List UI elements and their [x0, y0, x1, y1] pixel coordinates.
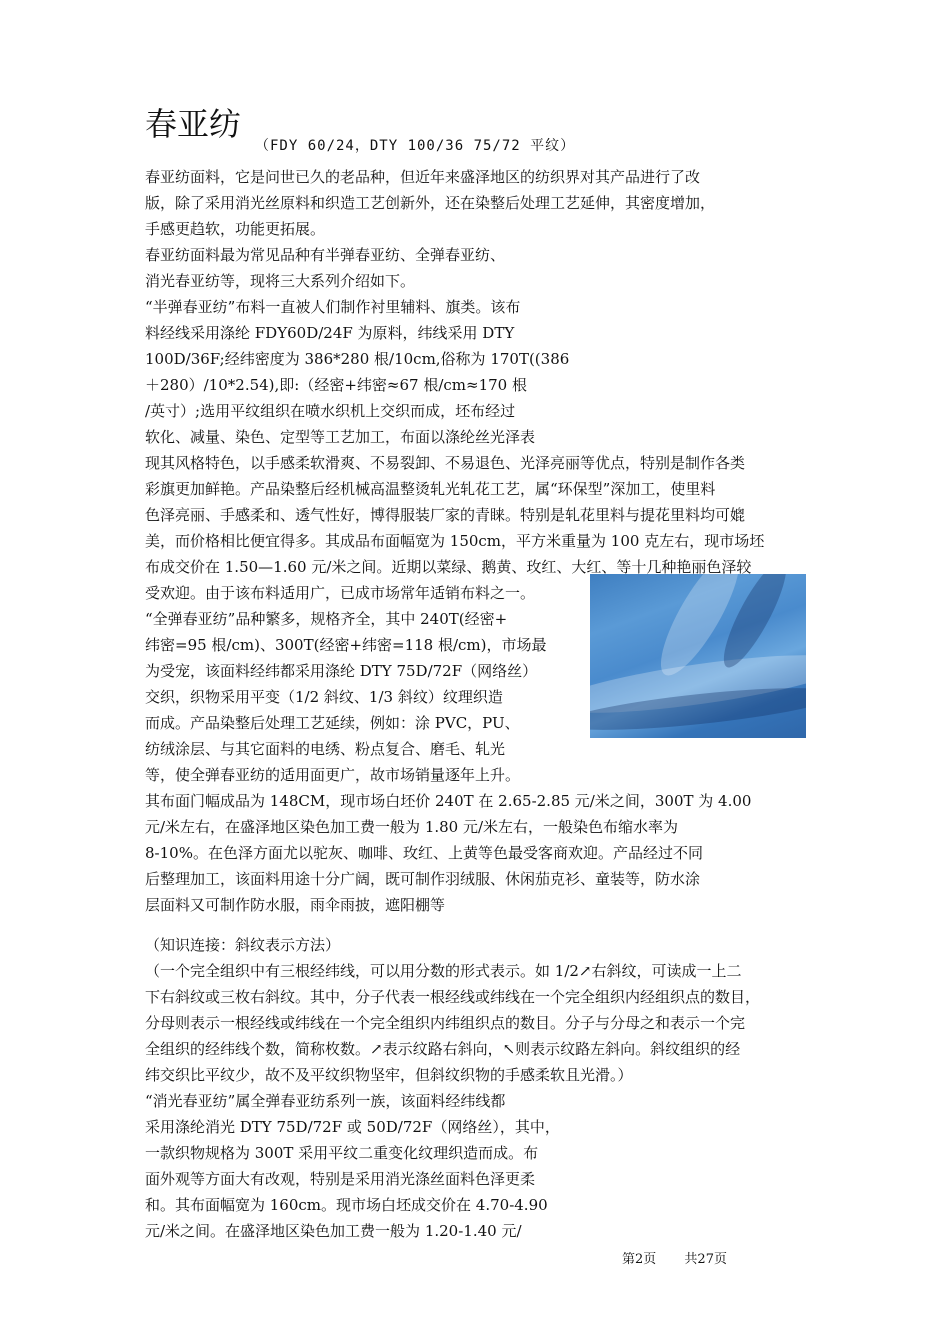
body-line: 纺绒涂层、与其它面料的电绣、粉点复合、磨毛、轧光 [145, 740, 506, 758]
body-line: 现其风格特色，以手感柔软滑爽、不易裂卸、不易退色、光泽亮丽等优点，特别是制作各类 [145, 454, 746, 472]
note-line: （一个完全组织中有三根经纬线，可以用分数的形式表示。如 1/2↗右斜纹，可读成一上二 [145, 962, 742, 980]
note-line: “消光春亚纺”属全弹春亚纺系列一族，该面料经纬线都 [145, 1092, 506, 1110]
body-line: 而成。产品染整后处理工艺延续，例如：涂 PVC，PU、 [145, 714, 520, 732]
body-line: 消光春亚纺等，现将三大系列介绍如下。 [145, 272, 416, 290]
page-subtitle: （FDY 60/24，DTY 100/36 75/72 平纹） [255, 138, 576, 154]
body-line: 后整理加工，该面料用途十分广阔，既可制作羽绒服、休闲茄克衫、童装等，防水涂 [145, 870, 701, 888]
body-line: 料经线采用涤纶 FDY60D/24F 为原料，纬线采用 DTY [145, 324, 515, 342]
body-line: 软化、减量、染色、定型等工艺加工，布面以涤纶丝光泽表 [145, 428, 536, 446]
note-line: 面外观等方面大有改观，特别是采用消光涤丝面料色泽更柔 [145, 1170, 536, 1188]
page-footer [622, 1248, 751, 1267]
body-line: 色泽亮丽、手感柔和、透气性好，博得服装厂家的青睐。特别是轧花里料与提花里料均可媲 [145, 506, 746, 524]
body-line: 其布面门幅成品为 148CM，现市场白坯价 240T 在 2.65-2.85 元/米之间，300T 为 4.00 [145, 792, 752, 810]
body-line: 手感更趋软，功能更拓展。 [145, 220, 326, 238]
body-line: 受欢迎。由于该布料适用广，已成市场常年适销布料之一。 [145, 584, 536, 602]
body-line: 8-10%。在色泽方面尤以驼灰、咖啡、玫红、上黄等色最受客商欢迎。产品经过不同 [145, 844, 703, 862]
page-title: 春亚纺 [145, 105, 242, 143]
body-line: 交织，织物采用平变（1/2 斜纹、1/3 斜纹）纹理织造 [145, 688, 503, 706]
note-line: 一款织物规格为 300T 采用平纹二重变化纹理织造而成。布 [145, 1144, 539, 1162]
body-line: “全弹春亚纺”品种繁多，规格齐全，其中 240T(经密+ [145, 610, 508, 628]
note-line: 纬交织比平纹少，故不及平纹织物坚牢，但斜纹织物的手感柔软且光滑。） [145, 1066, 633, 1084]
body-line: 纬密=95 根/cm)、300T(经密+纬密=118 根/cm)，市场最 [145, 636, 547, 654]
note-line: 元/米之间。在盛泽地区染色加工费一般为 1.20-1.40 元/ [145, 1222, 522, 1240]
body-line: ＋280）/10*2.54),即:（经密+纬密≈67 根/cm≈170 根 [145, 376, 527, 394]
body-line: 美，而价格相比便宜得多。其成品布面幅宽为 150cm，平方米重量为 100 克左右，现市场坯 [145, 532, 765, 550]
note-line: 全组织的经纬线个数，简称枚数。↗表示纹路右斜向，↖则表示纹路左斜向。斜纹组织的经 [145, 1040, 741, 1058]
note-line: 和。其布面幅宽为 160cm。现市场白坯成交价在 4.70-4.90 [145, 1196, 548, 1214]
body-line: 春亚纺面料，它是问世已久的老品种，但近年来盛泽地区的纺织界对其产品进行了改 [145, 168, 701, 186]
body-line: 100D/36F;经纬密度为 386*280 根/10cm,俗称为 170T((386 [145, 350, 570, 368]
note-line: 下右斜纹或三枚右斜纹。其中，分子代表一根经线或纬线在一个完全组织内经组织点的数目， [145, 988, 761, 1006]
body-line: 为受宠，该面料经纬都采用涤纶 DTY 75D/72F（网络丝） [145, 662, 538, 680]
page-total: 共27页 [684, 1252, 727, 1267]
body-line: “半弹春亚纺”布料一直被人们制作衬里辅料、旗类。该布 [145, 298, 521, 316]
body-line: 层面料又可制作防水服，雨伞雨披，遮阳棚等 [145, 896, 446, 914]
body-line: 布成交价在 1.50—1.60 元/米之间。近期以菜绿、鹅黄、玫红、大红、等十几种艳丽色泽较 [145, 558, 752, 576]
note-line: 采用涤纶消光 DTY 75D/72F 或 50D/72F（网络丝），其中， [145, 1118, 560, 1136]
body-line: 春亚纺面料最为常见品种有半弹春亚纺、全弹春亚纺、 [145, 246, 506, 264]
page-number: 第2页 [622, 1252, 657, 1267]
body-line: 等，使全弹春亚纺的适用面更广，故市场销量逐年上升。 [145, 766, 521, 784]
body-line: 版，除了采用消光丝原料和织造工艺创新外，还在染整后处理工艺延伸，其密度增加， [145, 194, 716, 212]
body-line: 彩旗更加鲜艳。产品染整后经机械高温整烫轧光轧花工艺，属“环保型”深加工，使里料 [145, 480, 716, 498]
body-line: /英寸）;选用平纹组织在喷水织机上交织而成，坯布经过 [145, 402, 516, 420]
note-line: （知识连接：斜纹表示方法） [145, 936, 341, 954]
body-line: 元/米左右，在盛泽地区染色加工费一般为 1.80 元/米左右，一般染色布缩水率为 [145, 818, 679, 836]
note-line: 分母则表示一根经线或纬线在一个完全组织内纬组织点的数目。分子与分母之和表示一个完 [145, 1014, 746, 1032]
